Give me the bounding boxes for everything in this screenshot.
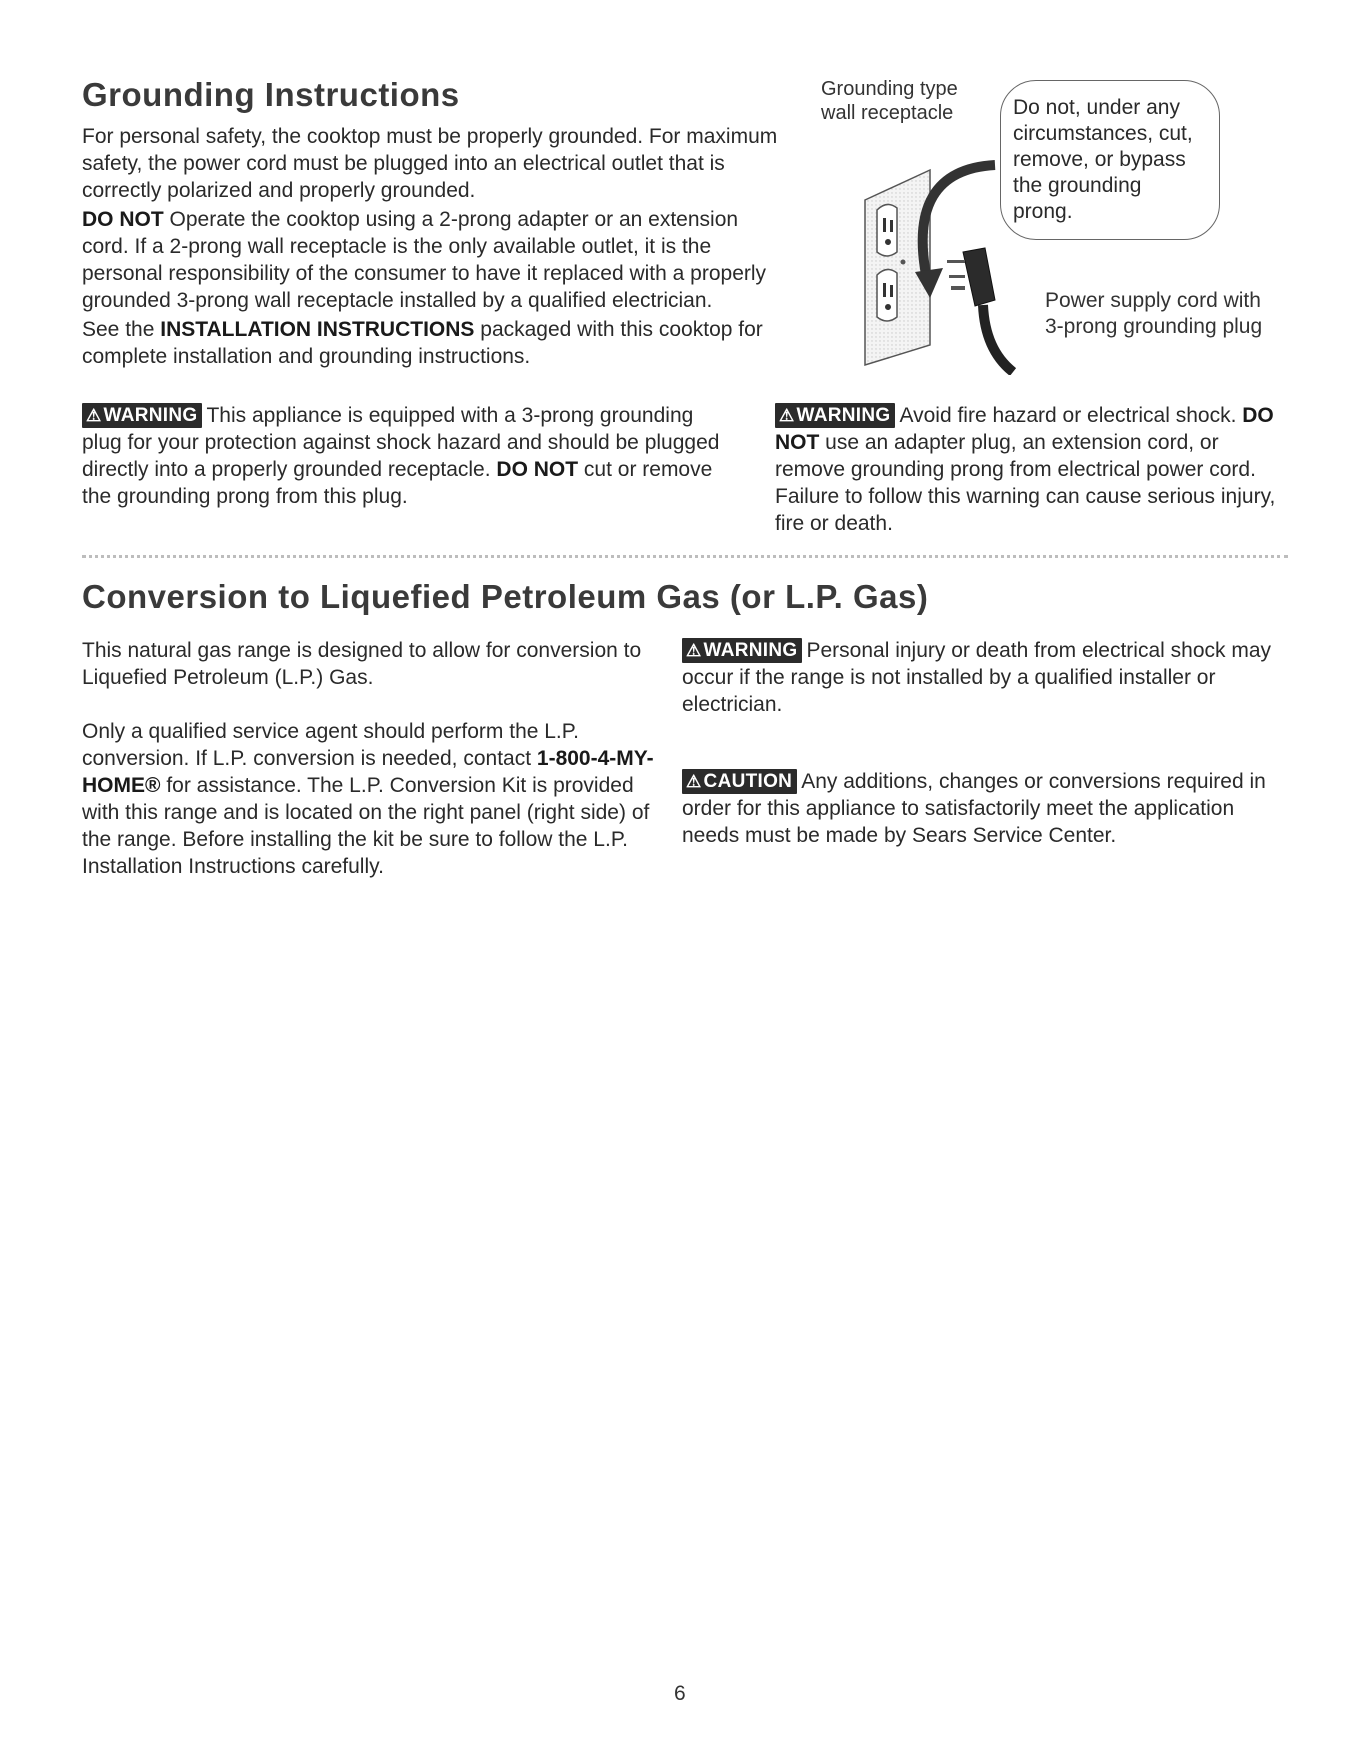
upper-receptacle: [877, 204, 897, 256]
warning-triangle-icon: ⚠: [86, 406, 102, 425]
grounding-body: [82, 123, 782, 370]
phone-number: 1-800-4-MY-HOME®: [82, 747, 654, 797]
warning-triangle-icon: ⚠: [686, 772, 702, 791]
conversion-para-1: This natural gas range is designed to allow for conversion to Liquefied Petroleum (L.P.) Gas.: [82, 639, 642, 689]
section-divider: [82, 555, 1288, 558]
grounding-warning-1: ⚠ WARNING This appliance is equipped with a 3-prong grounding plug for your protection against shock hazard and should be plugged directly into a properly grounded receptacle. DO NOT cut or remove the grounding prong from this plug.: [82, 404, 720, 508]
do-not-label: DO NOT: [82, 208, 164, 231]
warning-triangle-icon: ⚠: [779, 406, 795, 425]
warning-badge: ⚠ WARNING: [82, 403, 202, 428]
installation-instructions-label: INSTALLATION INSTRUCTIONS: [160, 318, 475, 341]
caution-badge: ⚠ CAUTION: [682, 769, 797, 794]
warning-badge: ⚠ WARNING: [682, 638, 802, 663]
grounding-warning-2: ⚠ WARNING Avoid fire hazard or electrical shock. DO NOT use an adapter plug, an extension cord, or remove grounding prong from electrical power cord. Failure to follow this warning can cause serious injury, fire or death.: [775, 404, 1276, 535]
receptacle-label: Grounding type wall receptacle: [821, 78, 958, 124]
grounding-title: Grounding Instructions: [82, 76, 460, 113]
conversion-body: [82, 637, 662, 880]
conversion-caution: ⚠ CAUTION Any additions, changes or conversions required in order for this appliance to satisfactorily meet the application needs must be made by Sears Service Center.: [682, 770, 1266, 847]
warning-badge: ⚠ WARNING: [775, 403, 895, 428]
conversion-title: Conversion to Liquefied Petroleum Gas (or L.P. Gas): [82, 578, 929, 615]
conversion-warning: ⚠ WARNING Personal injury or death from electrical shock may occur if the range is not installed by a qualified installer or electrician.: [682, 639, 1272, 716]
grounding-prong-callout: Do not, under any circumstances, cut, remove, or bypass the grounding prong.: [1000, 80, 1220, 240]
lower-receptacle: [877, 269, 897, 321]
cord-label: Power supply cord with 3-prong grounding plug: [1045, 289, 1263, 338]
page-number: 6: [674, 1682, 686, 1705]
grounding-para-3: See the INSTALLATION INSTRUCTIONS packaged with this cooktop for complete installation and grounding instructions.: [82, 318, 763, 368]
conversion-para-2: Only a qualified service agent should perform the L.P. conversion. If L.P. conversion is needed, contact 1-800-4-MY-HOME® for assistance. The L.P. Conversion Kit is provided with this range and is located on the right panel (right side) of the range. Before installing the kit be sure to follow the L.P. Installation Instructions carefully.: [82, 720, 654, 878]
plug-icon: [963, 248, 995, 306]
power-cord: [983, 305, 1013, 372]
grounding-para-2: DO NOT Operate the cooktop using a 2-prong adapter or an extension cord. If a 2-prong wall receptacle is the only available outlet, it is the personal responsibility of the consumer to have it replaced with a properly grounded 3-prong wall receptacle installed by a qualified electrician.: [82, 208, 767, 312]
grounding-para-1: For personal safety, the cooktop must be properly grounded. For maximum safety, the power cord must be plugged into an electrical outlet that is correctly polarized and properly grounded.: [82, 125, 778, 202]
warning-triangle-icon: ⚠: [686, 641, 702, 660]
